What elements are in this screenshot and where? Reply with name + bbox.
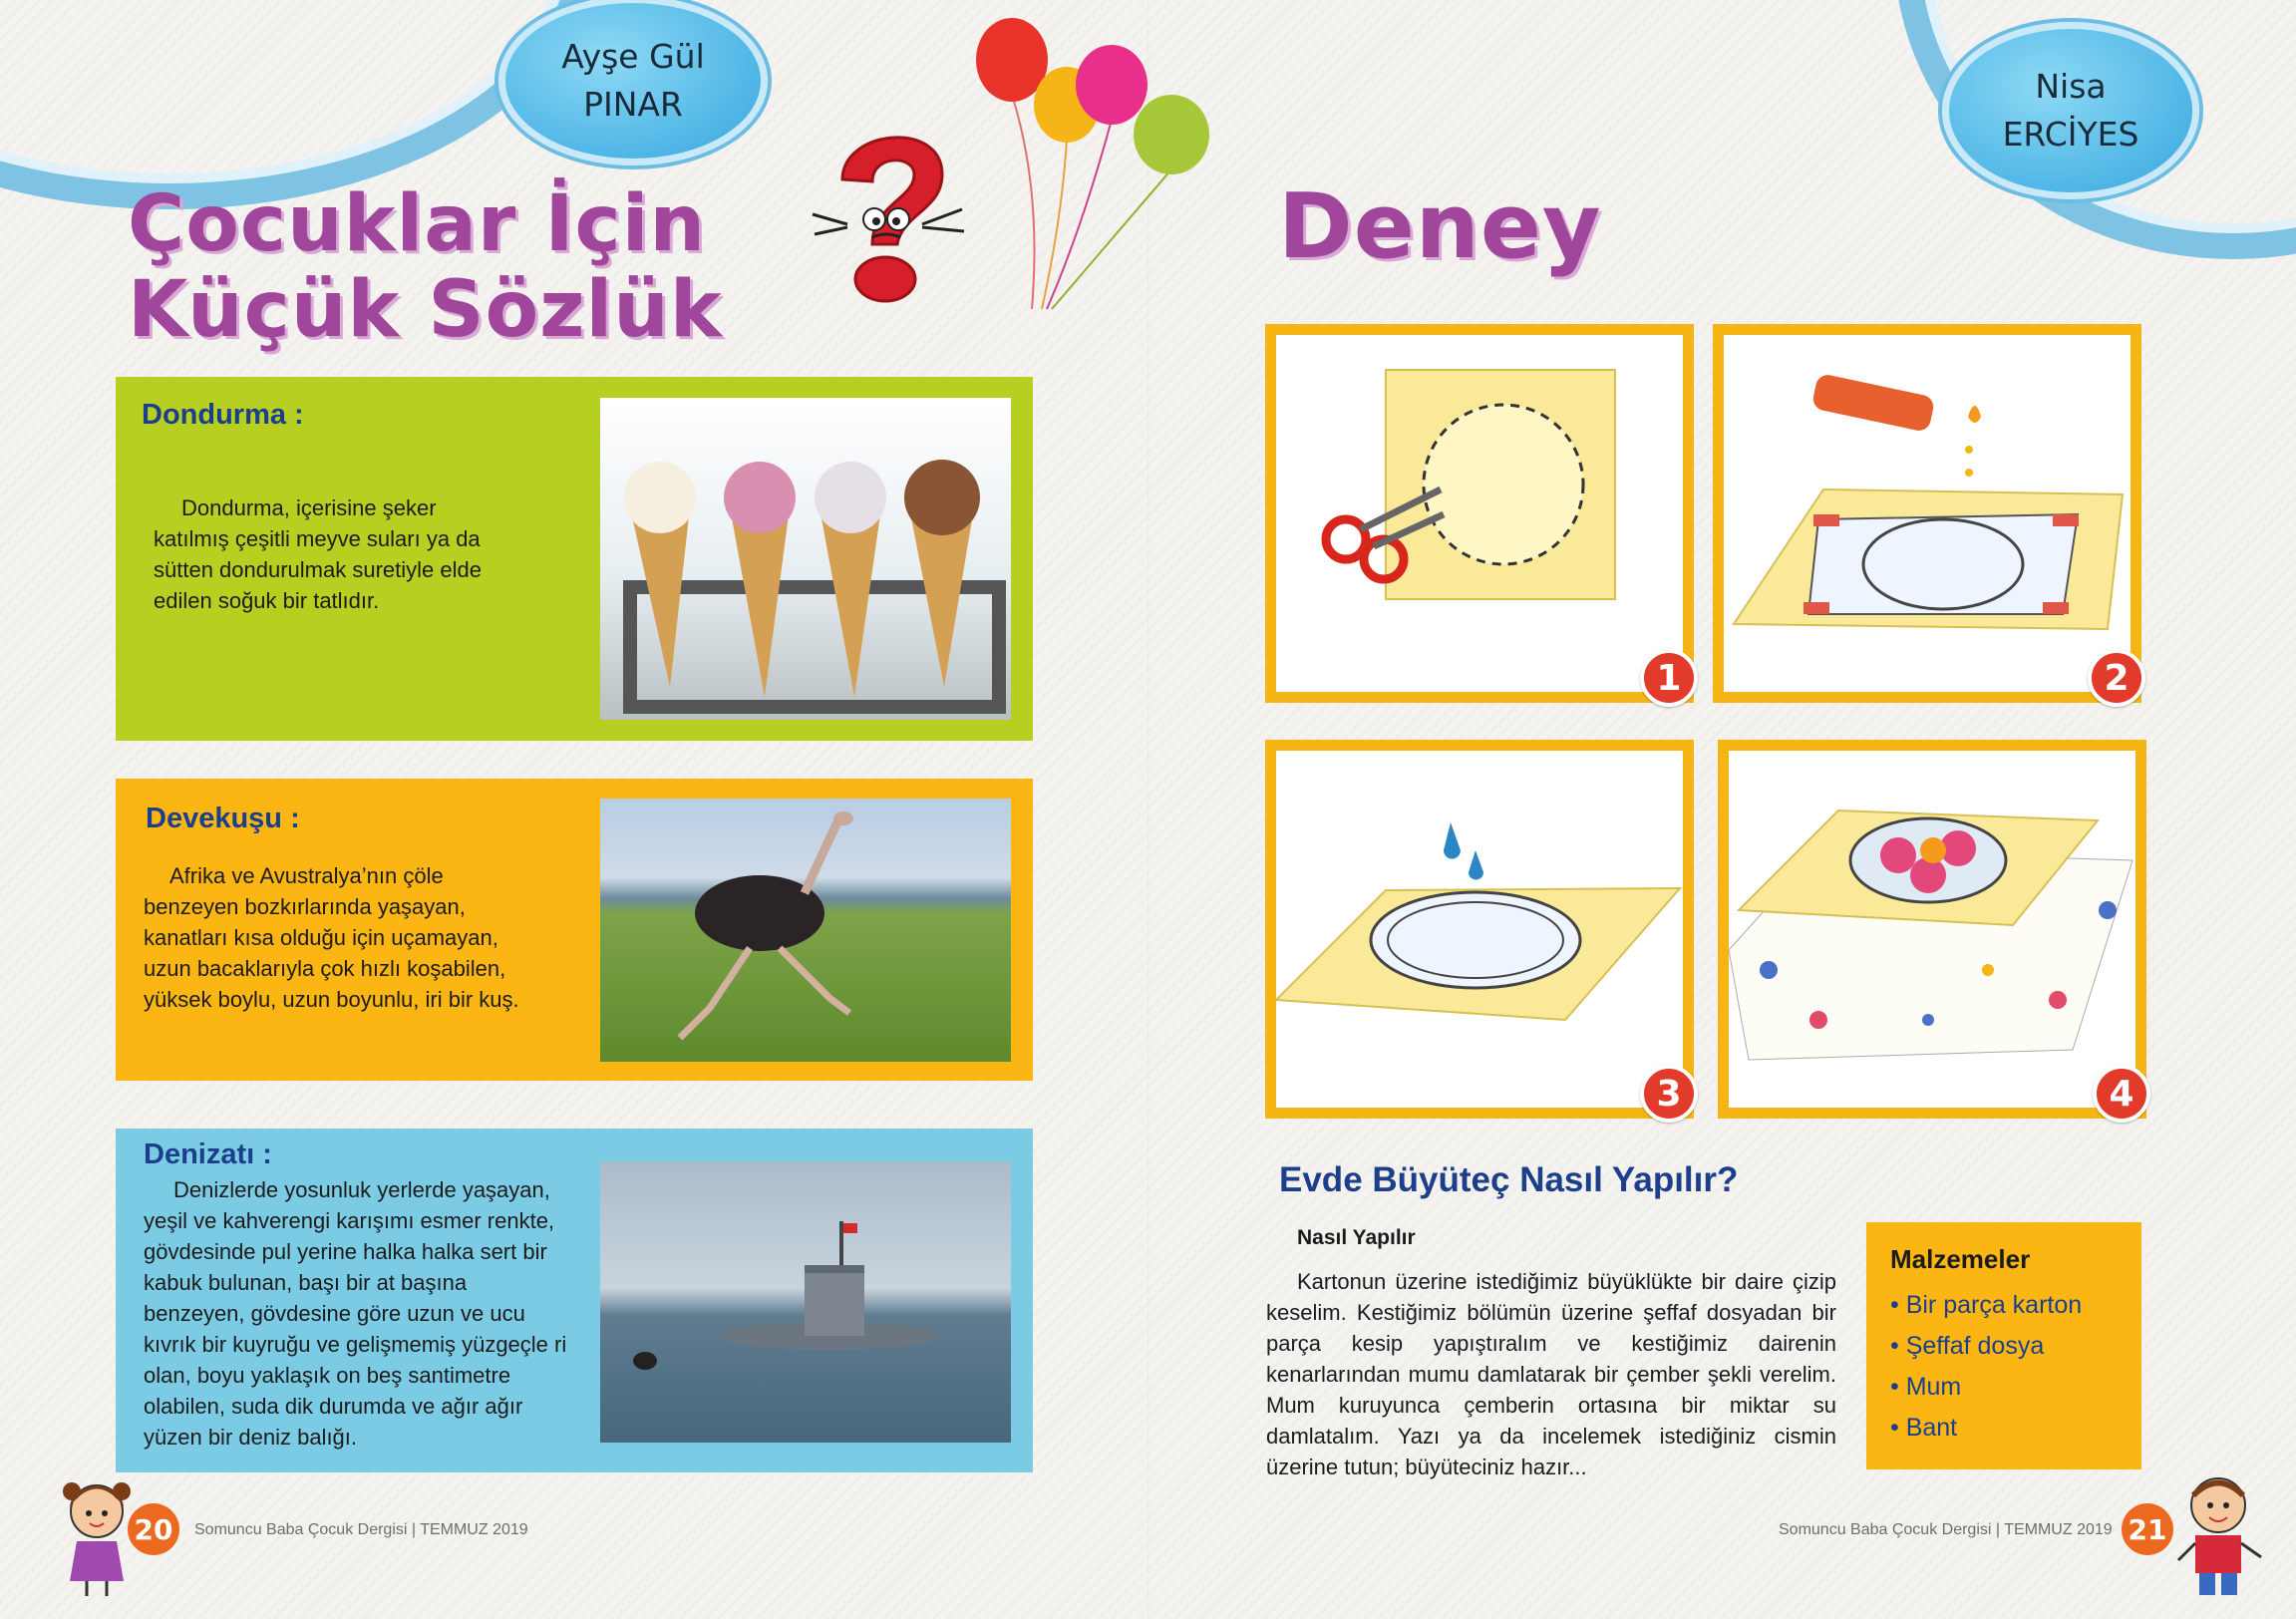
author-first-name: Ayşe Gül (561, 37, 705, 77)
step-frame-3 (1265, 740, 1694, 1119)
question-mark-mascot-icon (803, 110, 982, 329)
author-bubble-right (1942, 22, 2199, 199)
author-first-name: Nisa (2035, 67, 2107, 107)
footer-left: Somuncu Baba Çocuk Dergisi | TEMMUZ 2019 (194, 1521, 528, 1538)
entry-body: Denizlerde yosunluk yerlerde yaşayan, yeşil ve kahverengi karışımı esmer renkte, gövdesinde pul yerine halka halka sert bir kabuk bulunan, başı bir at başına benzeyen, gövdesine göre uzun ve ucu kıvrık bir kuyruğu ve gelişmemiş yüzgeçle ri olan, boyu yaklaşık on beş santimetre olabilen, suda dik durumda ve ağır ağır yüzen bir deniz balığı. (144, 1177, 567, 1450)
entry-dondurma (116, 377, 1033, 741)
materials-title: Malzemeler (1890, 1244, 2031, 1274)
materials-item: • Bant (1890, 1414, 1958, 1442)
entry-body: Dondurma, içerisine şeker katılmış çeşitli meyve suları ya da sütten dondurulmak suretiyle elde edilen soğuk bir tatlıdır. (154, 495, 482, 613)
footer-right: Somuncu Baba Çocuk Dergisi | TEMMUZ 2019 (1779, 1521, 2113, 1538)
page-title (128, 181, 723, 353)
ice-cream-photo (600, 398, 1011, 720)
materials-item: • Mum (1890, 1373, 1962, 1401)
step-frame-4 (1718, 740, 2146, 1119)
entry-title: Denizatı : (144, 1138, 272, 1170)
materials-item: • Bir parça karton (1890, 1291, 2083, 1319)
author-last-name: ERCİYES (2002, 115, 2139, 154)
article-subheading: Nasıl Yapılır (1297, 1226, 1416, 1249)
article-body: Kartonun üzerine istediğimiz büyüklükte bir daire çizip keselim. Kestiğimiz bölümün üzerine şeffaf dosyadan bir parça kesip yapıştıralım ve kestiğimiz dairenin kenarlarından mumu damlatarak bir çember şekli verelim. Mum kuruyunca çemberin ortasına bir miktar su damlatalım. Yazı ya da incelemek istediğiniz cismin üzerine tutun; büyüteciniz hazır... (1266, 1269, 1836, 1479)
step-frame-2 (1713, 324, 2141, 703)
page-title-line-2: Küçük Sözlük (128, 265, 723, 355)
step-number-1: 1 (1640, 649, 1698, 707)
step-number-4: 4 (2093, 1065, 2150, 1123)
author-last-name: PINAR (583, 85, 683, 124)
balloons-icon (972, 10, 1231, 329)
step-number-2: 2 (2088, 649, 2145, 707)
materials-box (1866, 1222, 2141, 1469)
entry-title: Devekuşu : (146, 803, 300, 834)
entry-denizati (116, 1129, 1033, 1472)
author-bubble-left (498, 0, 768, 165)
page-title-line-1: Çocuklar İçin (128, 179, 706, 269)
page-number-left: 20 (128, 1503, 179, 1555)
article-title: Evde Büyüteç Nasıl Yapılır? (1279, 1160, 1739, 1199)
entry-title: Dondurma : (142, 399, 304, 431)
entry-body: Afrika ve Avustralya’nın çöle benzeyen bozkırlarında yaşayan, kanatları kısa olduğu için uçamayan, uzun bacaklarıyla çok hızlı koşabilen, yüksek boylu, uzun boyunlu, iri bir kuş. (144, 863, 519, 1012)
experiment-title: Deney (1278, 174, 1602, 279)
boy-character-icon (2173, 1465, 2268, 1605)
materials-item: • Şeffaf dosya (1890, 1332, 2045, 1360)
page-number-right: 21 (2122, 1503, 2173, 1555)
step-frame-1 (1265, 324, 1694, 703)
entry-devekusu (116, 779, 1033, 1081)
step-number-3: 3 (1640, 1065, 1698, 1123)
submarine-photo (600, 1161, 1011, 1443)
ostrich-photo (600, 799, 1011, 1062)
